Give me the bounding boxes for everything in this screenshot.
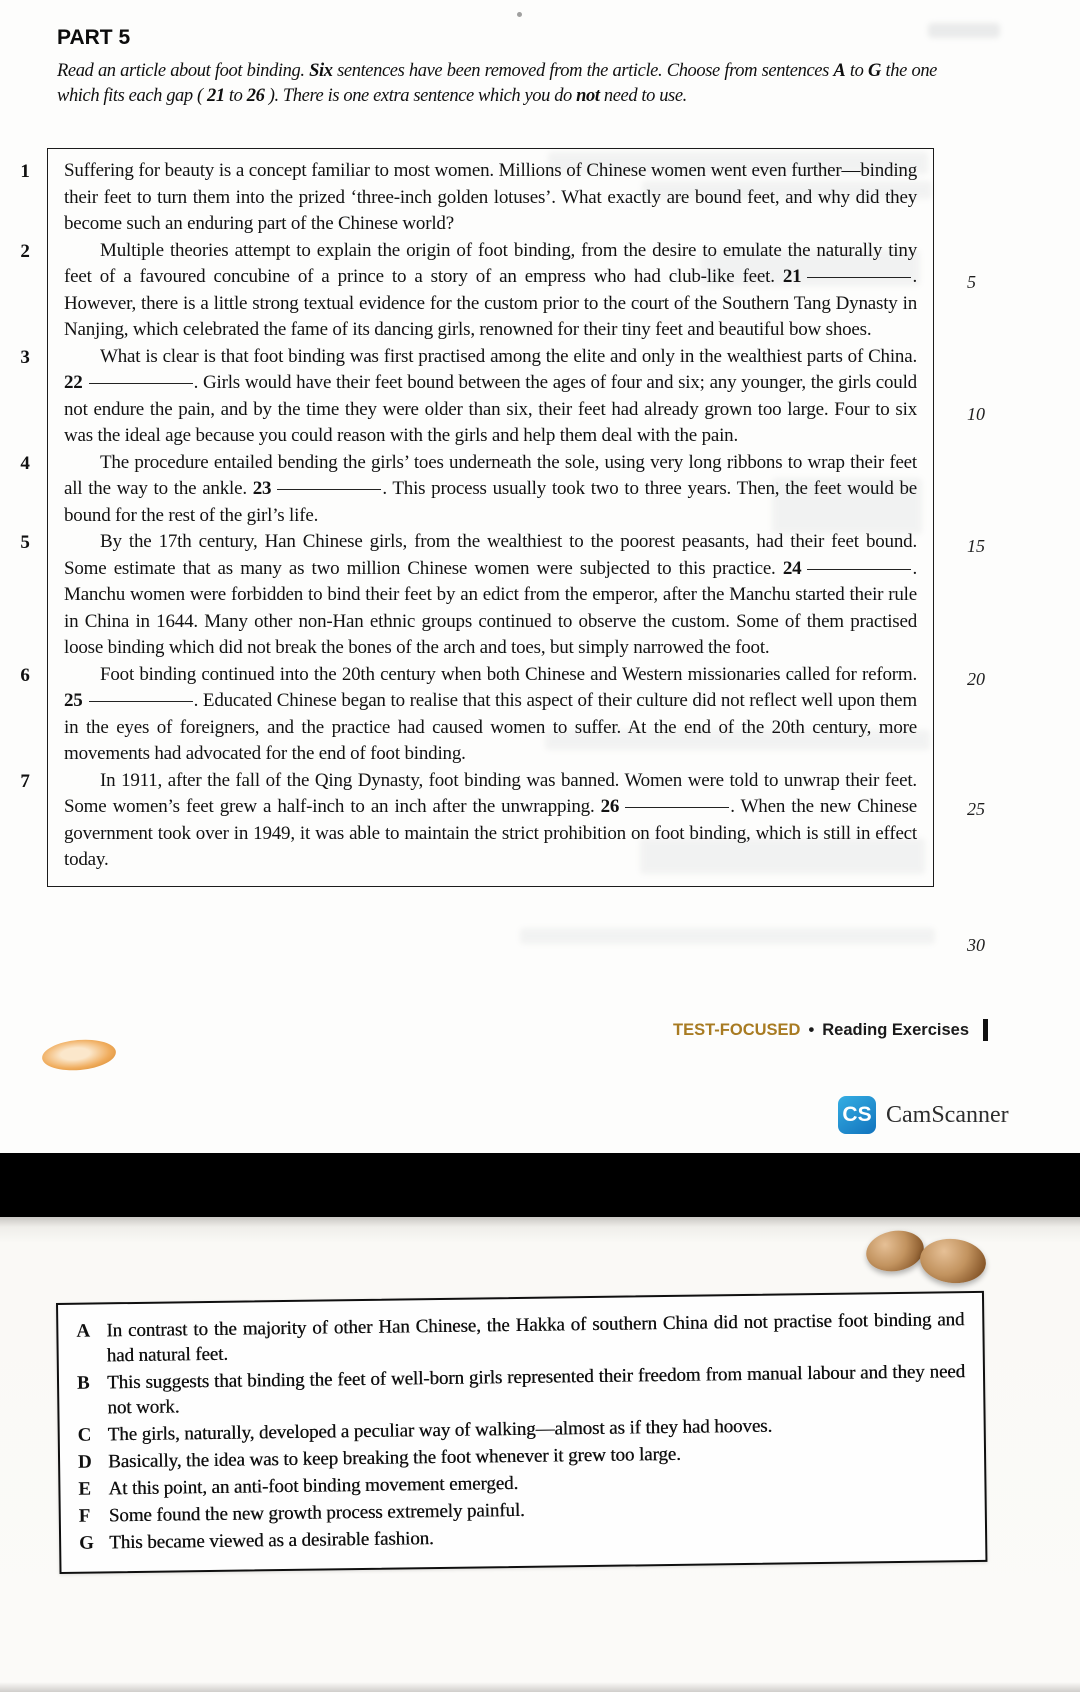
gap-line [807,569,911,570]
paragraph-text-post: . When the new Chinese government took over in 1949, it was able to maintain the strict prohibition on foot binding, which is still in effect today. [64,796,917,870]
article-box [20,148,985,955]
gap-number: 25 [64,690,83,711]
line-number: 25 [967,799,985,819]
bottom-page [0,1217,1080,1692]
gap-line [89,701,193,702]
line-number: 5 [967,272,976,292]
bleed-through-artifact [520,928,935,944]
scan-dot-artifact [517,12,522,17]
instruction-segment: 21 [206,86,225,106]
option-letter: D [77,1451,92,1473]
instruction-segment: A [833,61,846,81]
instruction-segment: Six [309,61,333,81]
line-number: 20 [967,669,985,689]
paragraph-number: 4 [20,452,30,474]
paragraph-text-post: . However, there is a little strong textual evidence for the custom prior to the court of the Southern Tang Dynasty in Nanjing, which celebrated the fame of its dancing girls, renowned for their tiny feet and beautiful bow shoes. [64,266,917,340]
option-text: In contrast to the majority of other Han Chinese, the Hakka of southern China did not practise foot binding and had natural feet. [106,1309,965,1367]
paragraph-text-post: . Educated Chinese began to realise that this aspect of their culture did not reflect well upon them in the eyes of foreigners, and the practice had caused women to suffer. At the end of the 20th century, more movements had advocated for the end of foot binding. [64,690,917,764]
paragraph-number: 1 [20,161,30,182]
instruction-segment: the one which fits each gap ( [57,61,937,106]
paragraph-number: 6 [20,664,30,686]
instruction-segment: G [868,61,881,81]
gap-number: 26 [600,796,620,817]
egg-decoration [918,1236,988,1287]
gap-blank [253,478,383,499]
footer-section-label: Reading Exercises [822,1020,969,1039]
gap-blank [64,372,194,393]
gap-blank [64,690,194,711]
instruction-segment: 26 [246,86,265,106]
paragraph-number: 7 [20,770,30,792]
option-letter: B [76,1372,90,1394]
margin-line-numbers [943,149,993,955]
page-bottom-shadow [0,1682,1080,1692]
paragraph-text-pre: What is clear is that foot binding was first practised among the elite and only in the wealthiest parts of China. [100,345,917,367]
page-footer [673,1019,988,1041]
option-letter: E [78,1478,92,1500]
paragraph-text-post: . Girls would have their feet bound between the ages of four and six; any younger, the girls could not endure the pain, and by the time they were older than six, their feet had already grown too large. Four to six was the ideal age because you could reason with the girls and help them deal with the pain. [64,372,917,446]
paragraph-number: 3 [20,346,30,368]
option-letter: F [78,1505,91,1527]
option-text: This became viewed as a desirable fashion. [109,1528,434,1554]
gap-number: 23 [252,478,272,499]
paragraph-number: 2 [20,240,30,262]
gap-blank [783,266,913,287]
answer-options-list [76,1307,967,1556]
article-paragraph [20,450,917,530]
option-text: At this point, an anti-foot binding movement emerged. [108,1472,519,1500]
scan-divider-band [0,1153,1080,1217]
camscanner-wordmark: CamScanner [886,1101,1009,1128]
paragraph-text-pre: Foot binding continued into the 20th century when both Chinese and Western missionaries called for reform. [100,663,917,685]
instructions [57,59,937,109]
option-row [76,1307,965,1369]
gap-line [89,383,193,384]
article-text [20,158,917,874]
sticker-blob-decoration [41,1037,117,1073]
gap-blank [783,558,913,579]
paragraph-text-post: . Manchu women were forbidden to bind their feet by an edict from the emperor, after the Manchu started their rule in China in 1644. Many other non-Han ethnic groups continued to observe the custom. Some of them practised loose binding which did not break the bones of the arch and toes, but simply narrowed the foot. [64,557,917,658]
instruction-segment: sentences have been removed from the article. Choose from sentences [337,61,834,81]
article-paragraph [20,662,917,768]
gap-blank [601,796,731,817]
paragraph-text-pre: Suffering for beauty is a concept familiar to most women. Millions of Chinese women went even further—binding their feet to turn them into the prized ‘three-inch golden lotuses’. What exactly are bound feet, and why did they become such an enduring part of the Chinese world? [64,160,917,234]
option-row [77,1359,966,1421]
instruction-segment: ). There is one extra sentence which you do [268,86,577,106]
answer-options-box [56,1291,987,1574]
camscanner-logo-icon: CS [838,1096,876,1134]
option-text: Basically, the idea was to keep breaking the foot whenever it grew too large. [107,1443,681,1473]
bleed-through-artifact [928,23,1000,38]
option-text: This suggests that binding the feet of well-born girls represented their freedom from manual labour and they need not work. [106,1361,966,1419]
footer-separator-dot: • [808,1020,815,1039]
option-text: Some found the new growth process extremely painful. [108,1499,525,1527]
line-number: 10 [967,404,985,424]
article-paragraph [20,238,917,344]
paragraph-text-pre: In 1911, after the fall of the Qing Dynasty, foot binding was banned. Women were told to unwrap their feet. Some women’s feet grew a half-inch to an inch after the unwrapping. [64,769,917,817]
line-number: 30 [967,935,985,955]
egg-decoration [863,1226,927,1275]
option-letter: G [79,1532,94,1554]
instruction-segment: not [576,86,600,106]
article-paragraph [20,529,917,662]
footer-series-label: TEST-FOCUSED [673,1020,801,1039]
paragraph-text-pre: By the 17th century, Han Chinese girls, from the wealthiest to the poorest peasants, had their feet bound. Some estimate that as many as two million Chinese women were subjected to this practice. [64,531,917,579]
part-title: PART 5 [57,26,131,49]
article-paragraph [20,768,917,874]
gap-number: 24 [782,557,802,579]
gap-line [625,807,729,808]
option-text: The girls, naturally, developed a peculiar way of walking—almost as if they had hooves. [107,1415,773,1446]
footer-page-tab-bar [983,1019,988,1041]
article-paragraph [20,344,917,450]
gap-line [277,489,381,490]
paragraph-number: 5 [20,532,30,553]
camscanner-watermark [838,1096,1009,1134]
instruction-segment: to [849,61,869,81]
gap-number: 22 [64,372,83,393]
paragraph-text-pre: The procedure entailed bending the girls’ toes underneath the sole, using very long ribbons to wrap their feet all the way to the ankle. [64,451,917,499]
gap-line [807,277,911,278]
instruction-segment: Read an article about foot binding. [57,61,310,81]
option-letter: A [76,1320,91,1342]
instruction-segment: to [228,86,247,106]
paragraph-text-post: . This process usually took two to three years. Then, the feet would be bound for the rest of the girl’s life. [64,478,917,526]
paragraph-text-pre: Multiple theories attempt to explain the origin of foot binding, from the desire to emulate the naturally tiny feet of a favoured concubine of a prince to a story of an empress who had club-like feet. [64,239,917,287]
instruction-segment: need to use. [603,86,687,106]
line-number: 15 [967,536,985,556]
option-letter: C [77,1424,92,1446]
gap-number: 21 [782,266,802,287]
article-paragraph [20,158,917,238]
